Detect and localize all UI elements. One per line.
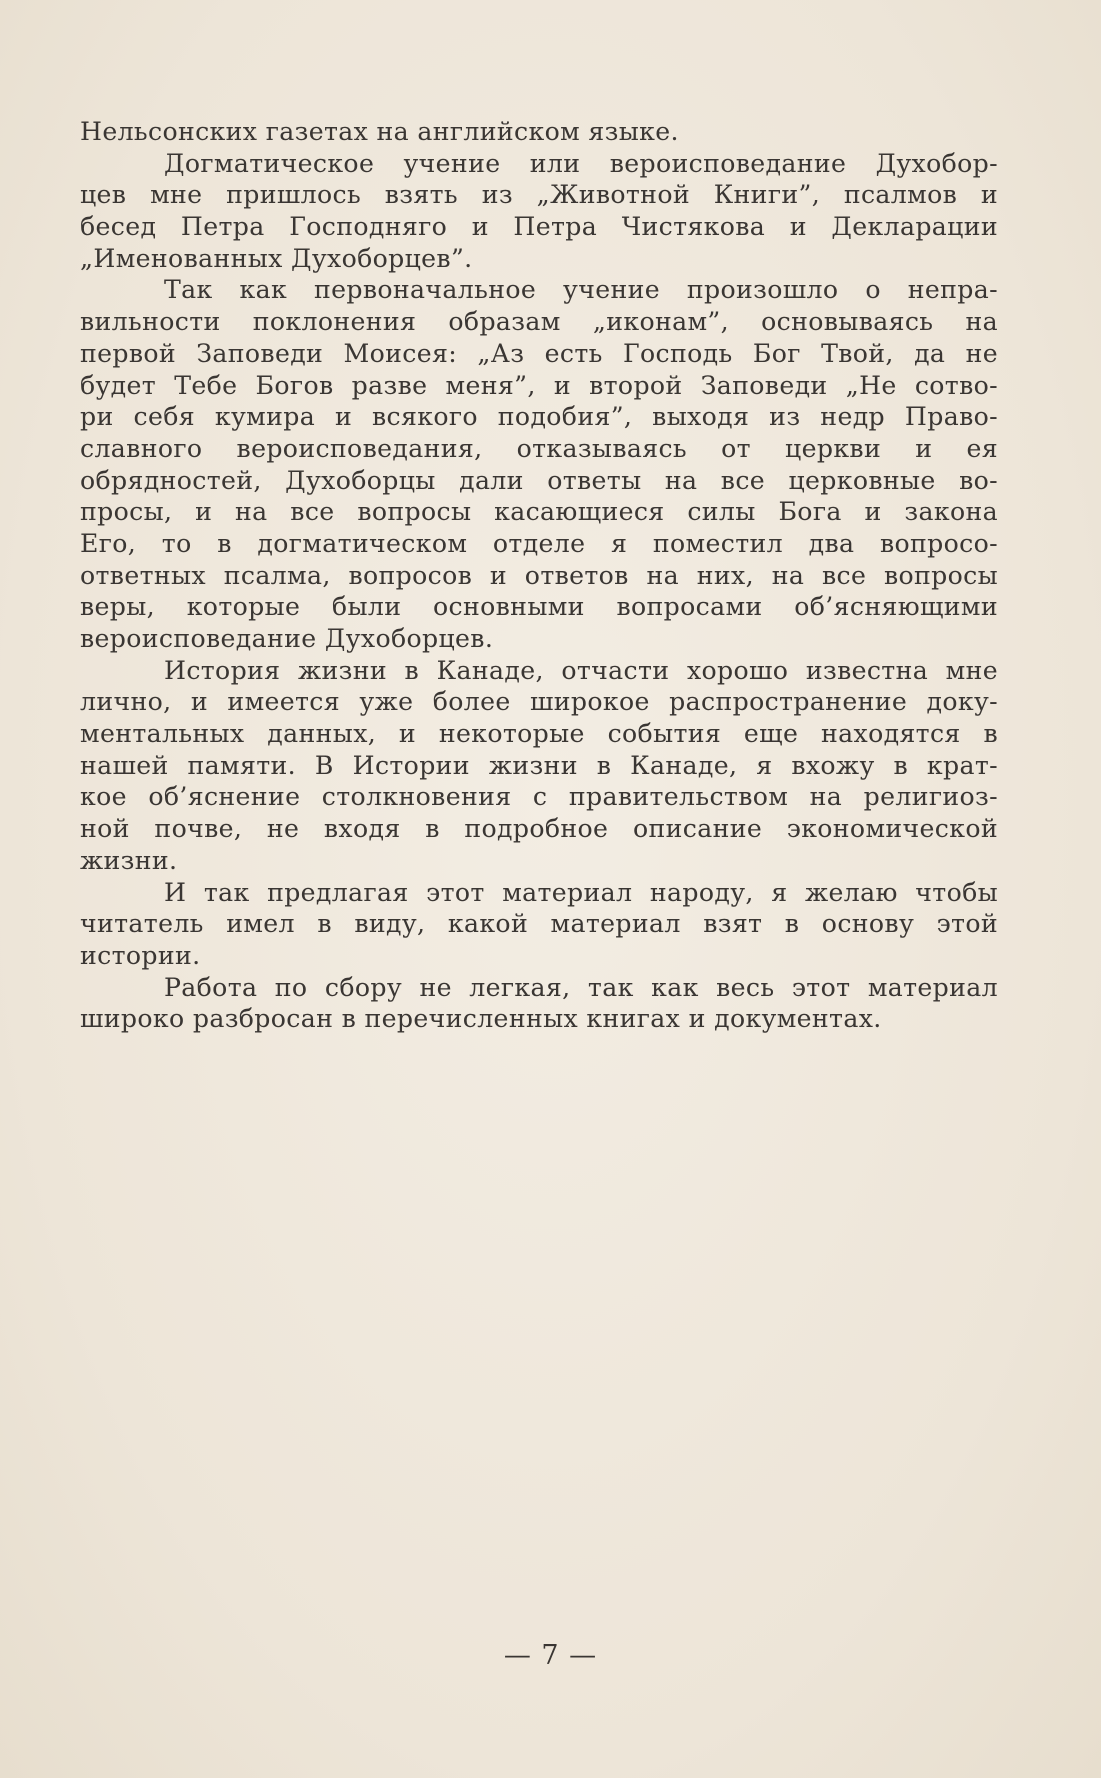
text-line: бесед Петра Господняго и Петра Чистякова и Декларации (80, 212, 998, 242)
text-line: кое об’яснение столкновения с правительством на религиоз- (80, 782, 998, 812)
text-line: ри себя кумира и всякого подобия”, выходя из недр Право- (80, 402, 998, 432)
text-line: ной почве, не входя в подробное описание экономической (80, 814, 998, 844)
text-line: Так как первоначальное учение произошло о непра- (164, 275, 998, 305)
text-line: читатель имел в виду, какой материал взят в основу этой (80, 909, 998, 939)
text-line: обрядностей, Духоборцы дали ответы на все церковные во- (80, 465, 998, 495)
text-line: первой Заповеди Моисея: „Аз есть Господь Бог Твой, да не (80, 338, 998, 368)
text-line: просы, и на все вопросы касающиеся силы Бога и закона (80, 497, 998, 527)
text-line: нашей памяти. В Истории жизни в Канаде, я вхожу в крат- (80, 750, 998, 780)
text-line: Догматическое учение или вероисповедание Духобор- (164, 148, 998, 178)
text-line: веры, которые были основными вопросами об’ясняющими (80, 592, 998, 622)
body-text (80, 116, 998, 1035)
text-line: ментальных данных, и некоторые события еще находятся в (80, 719, 998, 749)
text-line: славного вероисповедания, отказываясь от церкви и ея (80, 433, 998, 463)
text-line: Работа по сбору не легкая, так как весь этот материал (164, 972, 998, 1002)
text-line: И так предлагая этот материал народу, я желаю чтобы (164, 877, 998, 907)
text-line: широко разбросан в перечисленных книгах и документах. (80, 1004, 882, 1034)
text-line: цев мне пришлось взять из „Животной Книги”, псалмов и (80, 180, 998, 210)
text-line: „Именованных Духоборцев”. (80, 243, 473, 273)
text-line: жизни. (80, 845, 178, 875)
text-line: Нельсонских газетах на английском языке. (80, 117, 679, 146)
page-number: — 7 — (503, 1640, 598, 1671)
text-line: лично, и имеется уже более широкое распространение доку- (80, 687, 998, 717)
text-line: ответных псалма, вопросов и ответов на них, на все вопросы (80, 560, 998, 590)
text-line: вероисповедание Духоборцев. (80, 624, 494, 653)
text-line: История жизни в Канаде, отчасти хорошо известна мне (164, 655, 998, 685)
text-line: Его, то в догматическом отделе я поместил два вопросо- (80, 528, 998, 558)
text-line: истории. (80, 940, 201, 970)
text-line: вильности поклонения образам „иконам”, основываясь на (80, 307, 998, 337)
text-line: будет Тебе Богов разве меня”, и второй Заповеди „Не сотво- (80, 370, 998, 400)
